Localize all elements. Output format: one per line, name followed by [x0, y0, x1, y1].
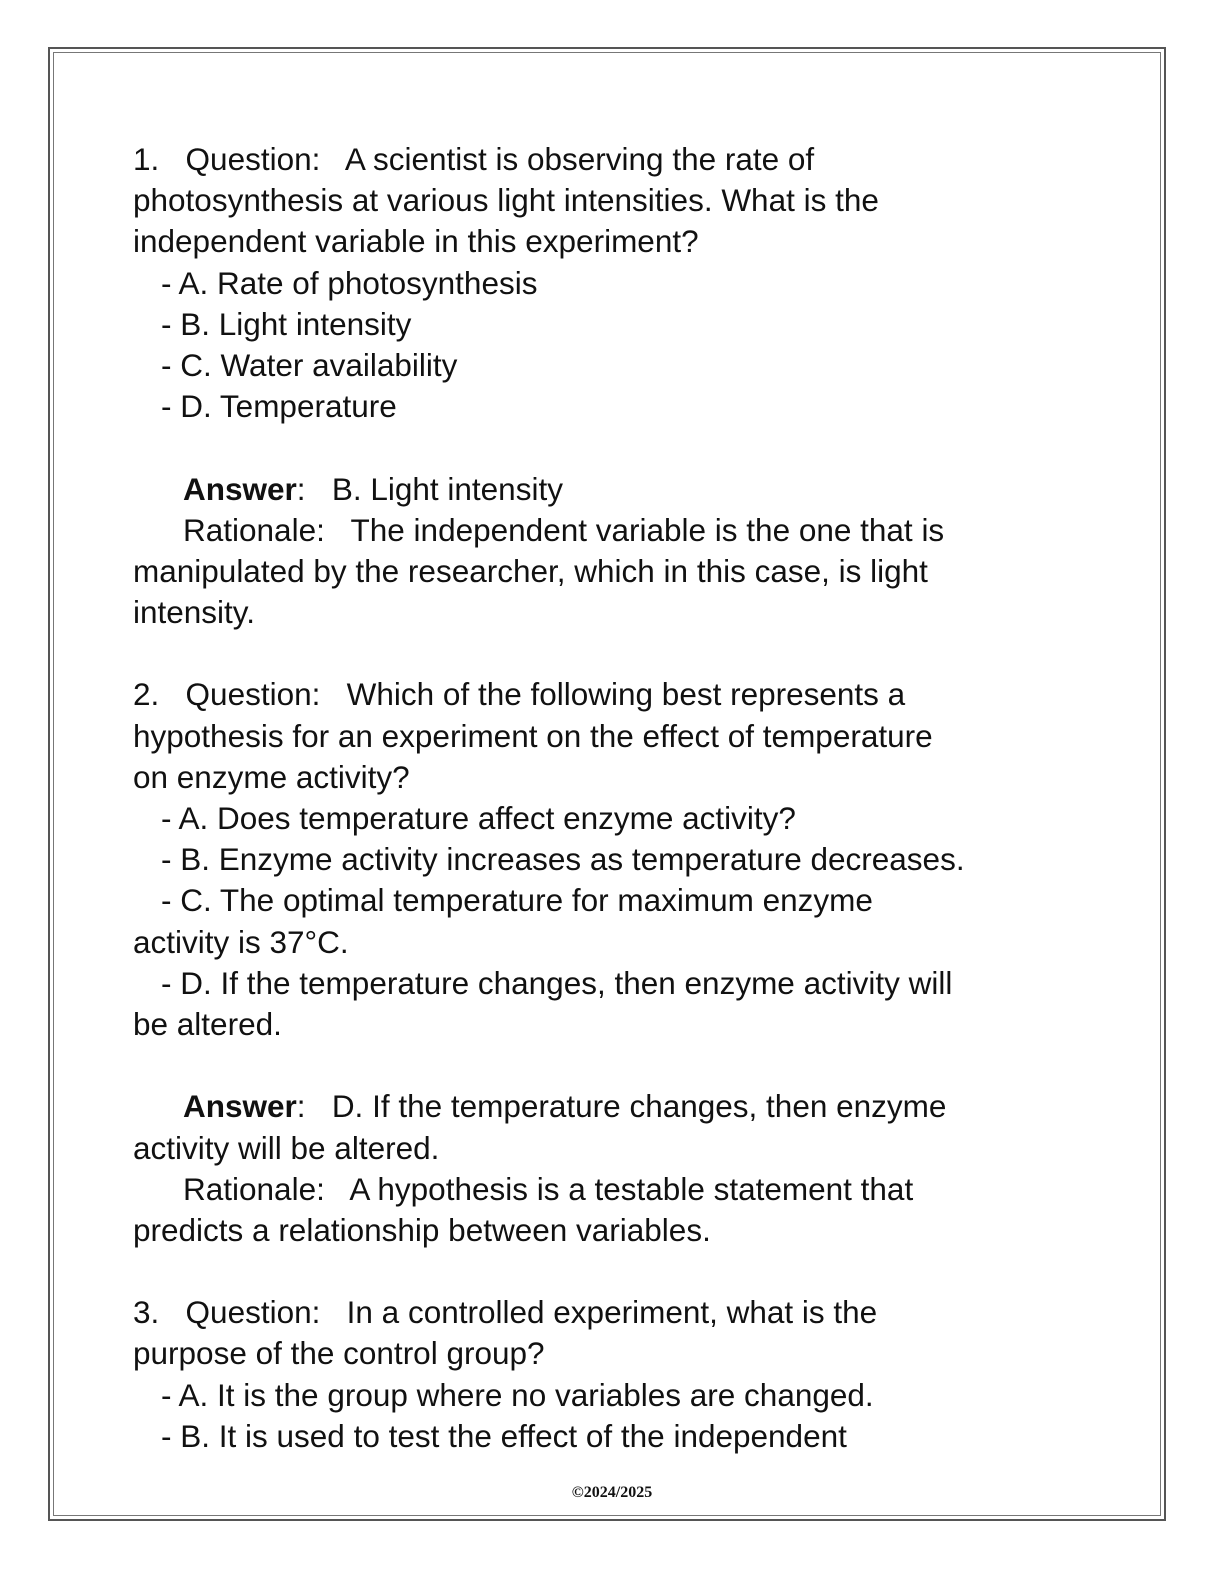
- answer-option-a: - A. Rate of photosynthesis: [161, 264, 538, 301]
- answer-option-c: - C. The optimal temperature for maximum enzyme: [161, 882, 873, 919]
- answer-option-c: - C. Water availability: [161, 346, 458, 383]
- question-stem-text: photosynthesis at various light intensities. What is the: [133, 182, 879, 219]
- document-body: [133, 139, 1093, 1457]
- answer-text: D. If the temperature changes, then enzyme: [331, 1088, 947, 1125]
- question-1-first-line: [133, 139, 1093, 180]
- question-label: Question:: [185, 676, 321, 713]
- question-stem-text: on enzyme activity?: [133, 758, 410, 795]
- rationale-label: Rationale:: [183, 511, 325, 548]
- rationale-line: [133, 510, 1093, 551]
- answer-option-c-continued: activity is 37°C.: [133, 923, 349, 960]
- answer-line: Answer: D. If the temperature changes, then enzyme: [183, 1088, 947, 1125]
- question-stem-text: purpose of the control group?: [133, 1335, 545, 1372]
- rationale-text: A hypothesis is a testable statement that: [349, 1170, 914, 1207]
- rationale-text: The independent variable is the one that is: [350, 511, 945, 548]
- answer-label: Answer: [183, 1088, 297, 1125]
- question-stem-text: A scientist is observing the rate of: [344, 141, 815, 177]
- question-3-first-line: [133, 1292, 1093, 1333]
- question-stem-text: hypothesis for an experiment on the effect of temperature: [133, 717, 933, 754]
- question-number: 3.: [133, 1294, 160, 1331]
- question-stem-text: In a controlled experiment, what is the: [346, 1294, 878, 1331]
- answer-line: Answer: B. Light intensity: [183, 470, 563, 507]
- rationale-text: predicts a relationship between variables.: [133, 1211, 711, 1248]
- answer-option-a: - A. Does temperature affect enzyme activity?: [161, 800, 796, 836]
- answer-option-a: - A. It is the group where no variables are changed.: [161, 1376, 874, 1413]
- answer-option-b: - B. Enzyme activity increases as temperature decreases.: [161, 841, 965, 878]
- answer-option-d: - D. If the temperature changes, then enzyme activity will: [161, 964, 953, 1001]
- answer-option-b: - B. It is used to test the effect of the independent: [161, 1417, 847, 1454]
- answer-option-d-continued: be altered.: [133, 1005, 282, 1042]
- answer-option-d: - D. Temperature: [161, 388, 397, 425]
- rationale-line: [133, 1169, 1093, 1210]
- question-2-first-line: [133, 674, 1093, 715]
- rationale-text: manipulated by the researcher, which in this case, is light: [133, 552, 928, 589]
- rationale-text: intensity.: [133, 594, 255, 631]
- rationale-label: Rationale:: [183, 1170, 325, 1207]
- answer-text-continued: activity will be altered.: [133, 1129, 440, 1166]
- question-stem-text: Which of the following best represents a: [346, 676, 906, 713]
- answer-text: B. Light intensity: [331, 470, 563, 507]
- copyright-footer: ©2024/2025: [571, 1484, 653, 1501]
- question-label: Question:: [185, 1294, 321, 1331]
- question-number: 1.: [133, 141, 160, 177]
- question-number: 2.: [133, 676, 160, 713]
- question-label: Question:: [185, 141, 321, 177]
- answer-option-b: - B. Light intensity: [161, 305, 412, 342]
- question-stem-text: independent variable in this experiment?: [133, 223, 699, 260]
- answer-label: Answer: [183, 470, 297, 507]
